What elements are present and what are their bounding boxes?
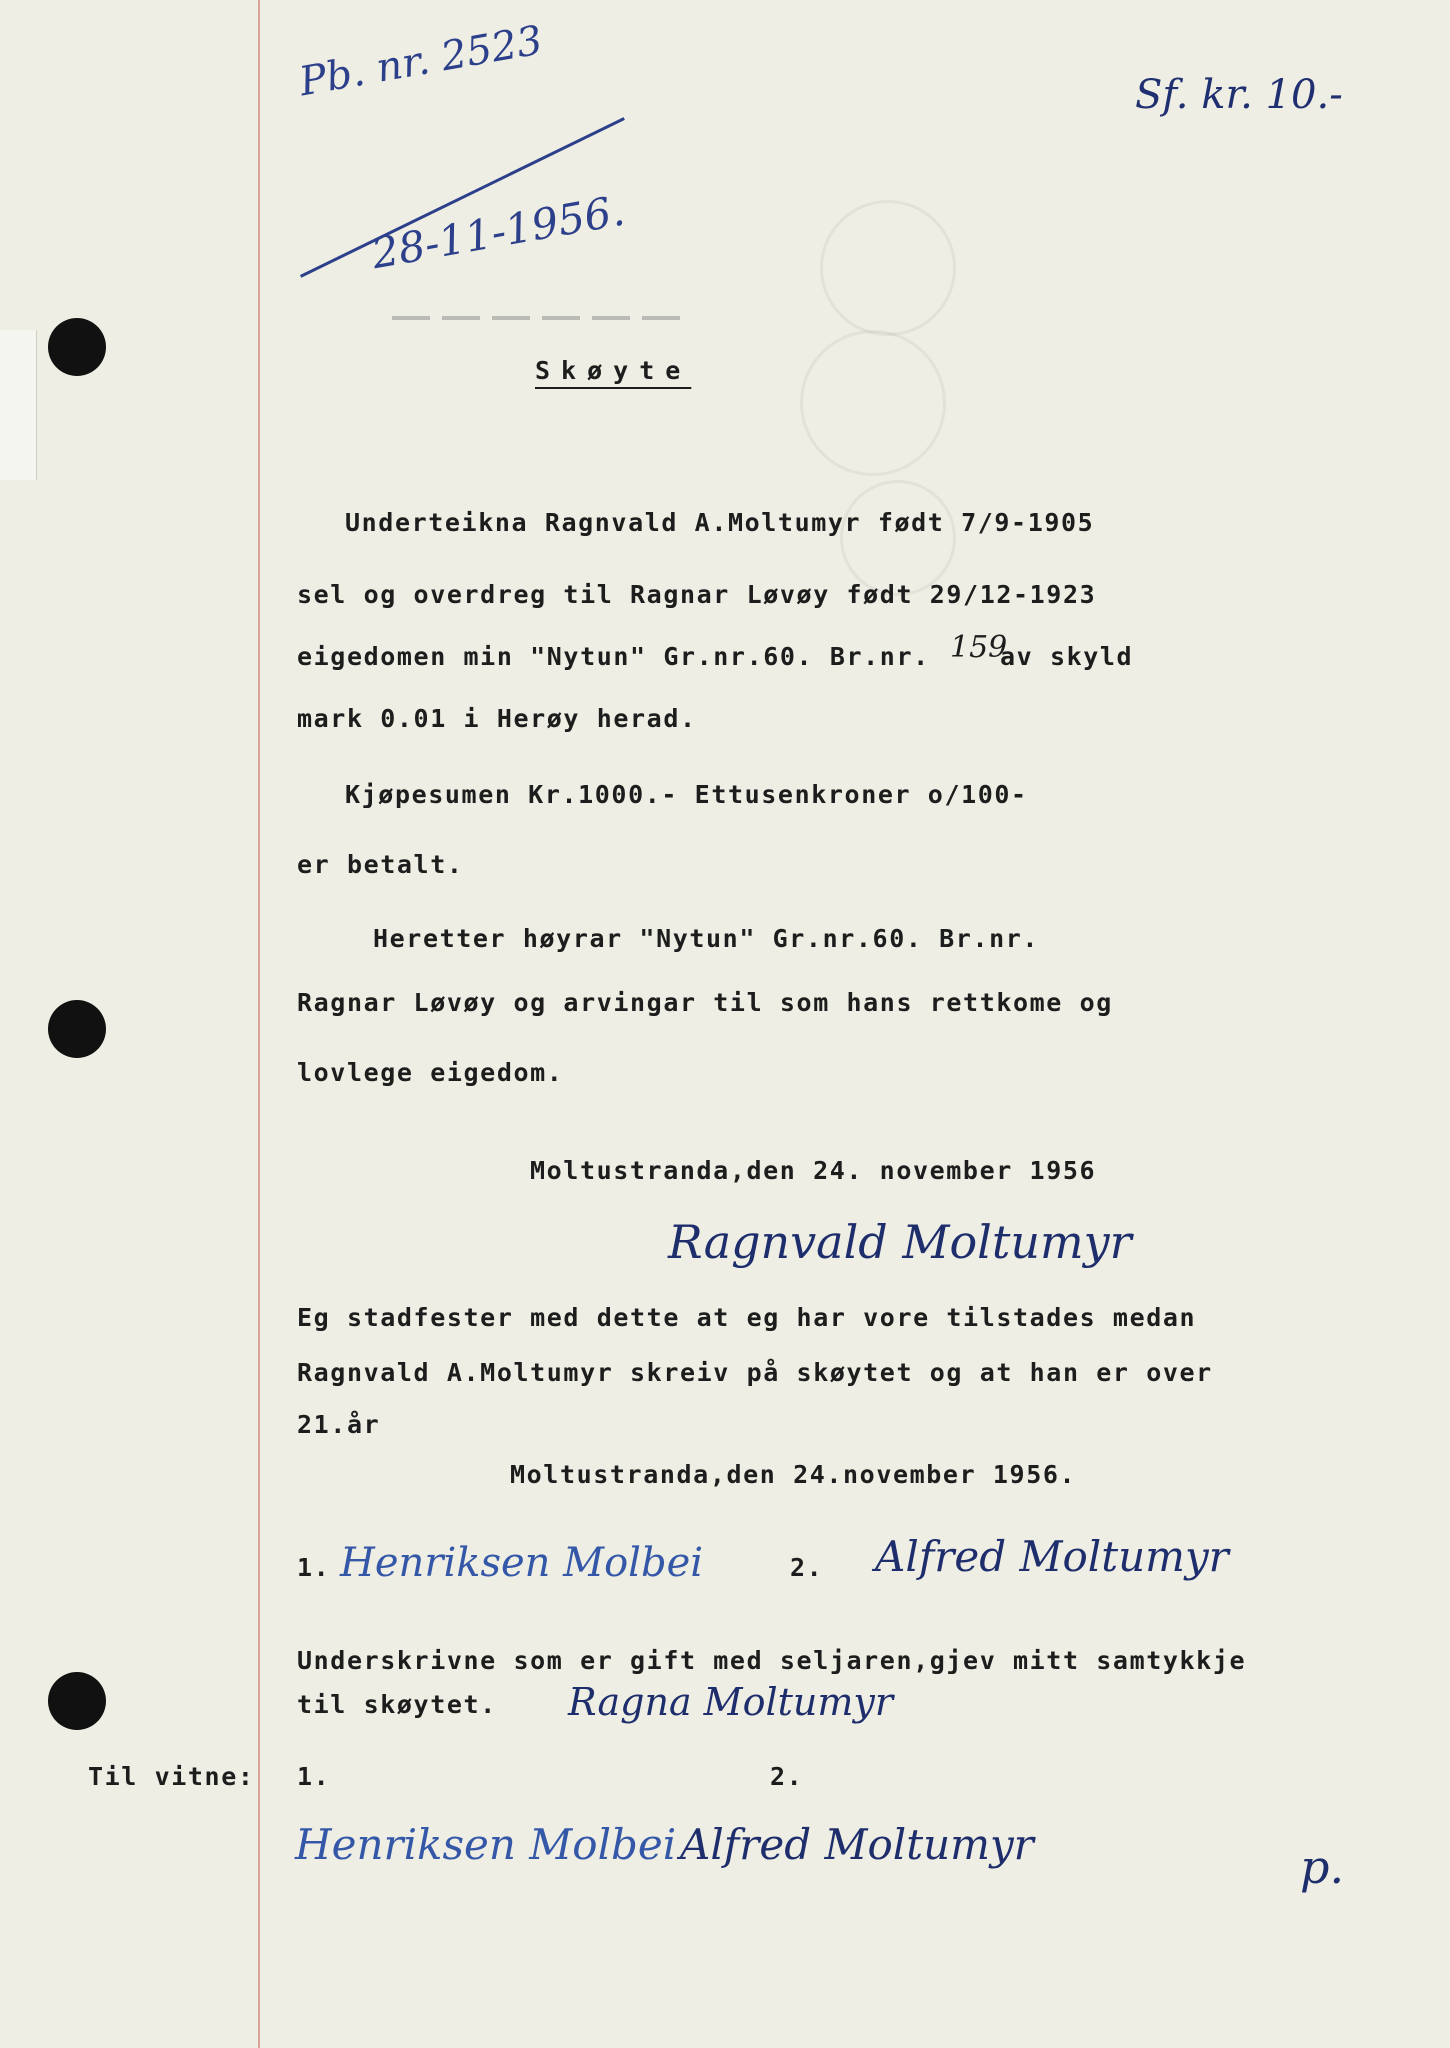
body-line: er betalt. — [297, 850, 464, 879]
til-vitne-number: 1. — [297, 1762, 331, 1791]
punch-hole-bottom — [48, 1672, 106, 1730]
spouse-statement-line: Underskrivne som er gift med seljaren,gjev mitt samtykkje — [297, 1646, 1247, 1675]
corner-note: Sf. kr. 10.- — [1135, 72, 1343, 118]
body-line: sel og overdreg til Ragnar Løvøy født 29/12-1923 — [297, 580, 1097, 609]
document-title: Skøyte — [535, 356, 692, 385]
spouse-statement-line: til skøytet. — [297, 1690, 497, 1719]
witness-statement-line: 21.år — [297, 1410, 381, 1439]
witness-statement-line: Eg stadfester med dette at eg har vore tilstades medan — [297, 1303, 1197, 1332]
til-vitne-signature-2: Alfred Moltumyr — [680, 1820, 1034, 1869]
body-line: Underteikna Ragnvald A.Moltumyr født 7/9-1905 — [345, 508, 1095, 537]
body-line: Kjøpesumen Kr.1000.- Ettusenkroner o/100- — [345, 780, 1028, 809]
witness-signature-2: Alfred Moltumyr — [875, 1532, 1229, 1581]
place-date-2: Moltustranda,den 24.november 1956. — [510, 1460, 1077, 1489]
punch-hole-top — [48, 318, 106, 376]
body-line: eigedomen min "Nytun" Gr.nr.60. Br.nr. — [297, 642, 930, 671]
page-tab-edge — [0, 330, 37, 480]
faint-dashes — [392, 316, 692, 320]
ghost-stamp — [800, 330, 946, 476]
til-vitne-label: Til vitne: — [88, 1762, 255, 1791]
body-line: mark 0.01 i Herøy herad. — [297, 704, 697, 733]
initial-mark: p. — [1300, 1840, 1345, 1894]
handwritten-br-nr: 159 — [950, 630, 1008, 665]
seller-signature: Ragnvald Moltumyr — [668, 1215, 1132, 1269]
til-vitne-signature-1: Henriksen Molbei — [295, 1820, 677, 1869]
witness-signature-1: Henriksen Molbei — [340, 1540, 704, 1586]
place-date-1: Moltustranda,den 24. november 1956 — [530, 1156, 1097, 1185]
witness-number: 1. — [297, 1553, 331, 1582]
spouse-signature: Ragna Moltumyr — [568, 1680, 894, 1724]
ghost-stamp — [840, 480, 956, 596]
ghost-stamp — [820, 200, 956, 336]
body-line: Heretter høyrar "Nytun" Gr.nr.60. Br.nr. — [373, 924, 1040, 953]
til-vitne-number: 2. — [770, 1762, 804, 1791]
witness-statement-line: Ragnvald A.Moltumyr skreiv på skøytet og at han er over — [297, 1358, 1213, 1387]
witness-number: 2. — [790, 1553, 824, 1582]
margin-line — [258, 0, 260, 2048]
body-line: Ragnar Løvøy og arvingar til som hans rettkome og — [297, 988, 1113, 1017]
registration-number: Pb. nr. 2523 — [296, 17, 546, 106]
body-line: lovlege eigedom. — [297, 1058, 564, 1087]
registration-date: 28-11-1956. — [368, 185, 629, 279]
punch-hole-middle — [48, 1000, 106, 1058]
body-line-tail: av skyld — [1000, 642, 1134, 671]
